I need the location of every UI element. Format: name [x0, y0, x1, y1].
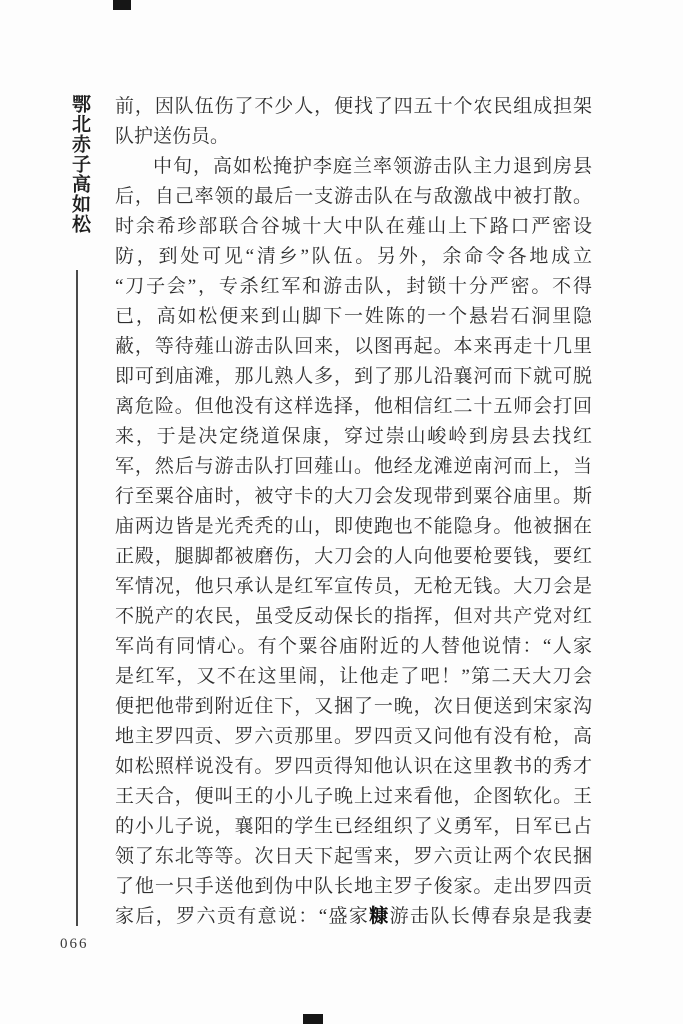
stamped-correction-char: 糠 — [369, 906, 390, 927]
text-line: 王天合，便叫王的小儿子晚上过来看他，企图软化。王 — [115, 786, 592, 807]
text-line: 家后，罗六贡有意说：“盛家糠游击队长傅春泉是我妻 — [115, 906, 592, 927]
text-line: 队护送伤员。 — [115, 126, 230, 147]
text-line: 前，因队伍伤了不少人，便找了四五十个农民组成担架 — [115, 96, 592, 117]
text-line: 的小儿子说，襄阳的学生已经组织了义勇军，日军已占 — [115, 816, 592, 837]
page-number: 066 — [60, 936, 89, 952]
text-line: 时余希珍部联合谷城十大中队在薤山上下路口严密设 — [115, 216, 592, 237]
text-line: 来，于是决定绕道保康，穿过崇山峻岭到房县去找红 — [115, 426, 592, 447]
text-line: 庙两边皆是光秃秃的山，即使跑也不能隐身。他被捆在 — [115, 516, 592, 537]
text-line: “刀子会”，专杀红军和游击队，封锁十分严密。不得 — [115, 276, 592, 297]
text-line: 行至粟谷庙时，被守卡的大刀会发现带到粟谷庙里。斯 — [115, 486, 592, 507]
text-line: 防，到处可见“清乡”队伍。另外，余命令各地成立 — [115, 246, 592, 267]
text-line: 中旬，高如松掩护李庭兰率领游击队主力退到房县 — [153, 156, 592, 177]
text-line: 领了东北等等。次日天下起雪来，罗六贡让两个农民捆 — [115, 846, 592, 867]
text-line: 军尚有同情心。有个粟谷庙附近的人替他说情：“人家 — [115, 636, 592, 657]
text-line: 离危险。但他没有这样选择，他相信红二十五师会打回 — [115, 396, 592, 417]
sidebar-rule — [76, 270, 78, 926]
text-line: 即可到庙滩，那儿熟人多，到了那儿沿襄河而下就可脱 — [115, 366, 592, 387]
text-line: 便把他带到附近住下，又捆了一晚，次日便送到宋家沟 — [115, 696, 592, 717]
text-line: 军，然后与游击队打回薤山。他经龙滩逆南河而上，当 — [115, 456, 592, 477]
text-line: 军情况，他只承认是红军宣传员，无枪无钱。大刀会是 — [115, 576, 592, 597]
text-line: 不脱产的农民，虽受反动保长的指挥，但对共产党对红 — [115, 606, 592, 627]
text-column — [115, 92, 592, 932]
scan-artifact-top — [113, 0, 131, 10]
scan-artifact-bottom — [303, 1014, 323, 1024]
text-line: 如松照样说没有。罗四贡得知他认识在这里教书的秀才 — [115, 756, 592, 777]
text-line: 正殿，腿脚都被磨伤，大刀会的人向他要枪要钱，要红 — [115, 546, 592, 567]
text-line: 了他一只手送他到伪中队长地主罗子俊家。走出罗四贡 — [115, 876, 592, 897]
text-line: 地主罗四贡、罗六贡那里。罗四贡又问他有没有枪，高 — [115, 726, 592, 747]
text-line: 是红军，又不在这里闹，让他走了吧！”第二天大刀会 — [115, 666, 592, 687]
text-line: 后，自己率领的最后一支游击队在与敌激战中被打散。 — [115, 186, 592, 207]
text-line: 已，高如松便来到山脚下一姓陈的一个悬岩石洞里隐 — [115, 306, 592, 327]
text-line: 蔽，等待薤山游击队回来，以图再起。本来再走十几里 — [115, 336, 592, 357]
book-title-vertical: 鄂北赤子高如松 — [69, 94, 90, 234]
